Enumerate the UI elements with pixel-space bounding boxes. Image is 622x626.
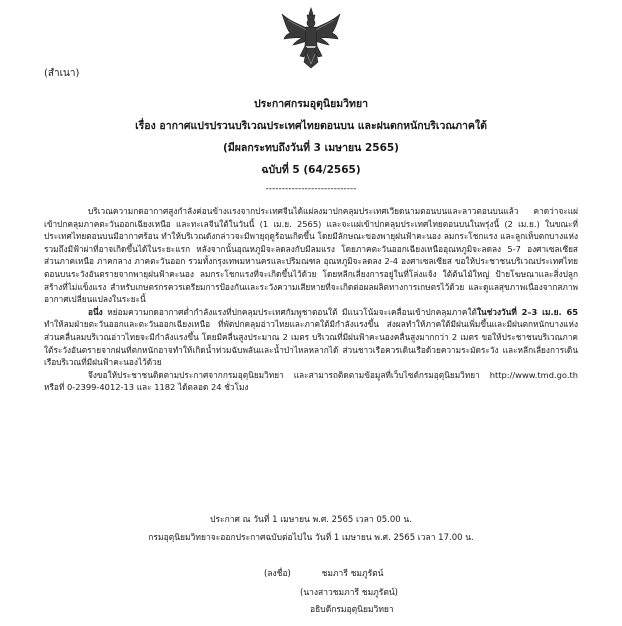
paragraph-2-date-range: ในช่วงวันที่ 2–3 เม.ย. 65 (476, 306, 578, 317)
paragraph-3-text-b: หรือที่ 0-2399-4012-13 และ 1182 ได้ตลอด 24 ชั่วโมง (44, 382, 249, 393)
garuda-emblem-icon (280, 6, 342, 70)
body-paragraph-2 (44, 306, 578, 369)
announcement-body (44, 205, 578, 394)
signatory-full-name: (นางสาวชมภารี ชมภูรัตน์) (300, 588, 398, 598)
signature-prefix: (ลงชื่อ) (264, 569, 291, 579)
signatory-position: อธิบดีกรมอุตุนิยมวิทยา (310, 605, 394, 615)
paragraph-2-text-b: ทำให้ลมฝ่ายตะวันออกและตะวันออกเฉียงเหนือ ที่พัดปกคลุมอ่าวไทยและภาคใต้มีกำลังแรงขึ้น ส่งผลทำให้ภาคใต้มีฝนเพิ่มขึ้นและมีฝนตกหนักบางแห่ง ส่วนคลื่นลมบริเวณอ่าวไทยจะมีกำลังแรงขึ้น โดยมีคลื่นสูงประมาณ 2 เมตร บริเวณที่มีฝนฟ้าคะนองคลื่นสูงมากกว่า 2 เมตร ขอให้ประชาชนบริเวณภาคใต้ระวังอันตรายจากฝนที่ตกหนักอาจทำให้เกิดน้ำท่วมฉับพลันและน้ำป่าไหลหลากได้ ส่วนชาวเรือควรเดินเรือด้วยความระมัดระวัง และหลีกเลี่ยงการเดินเรือบริเวณที่มีฝนฟ้าคะนองไว้ด้วย (44, 319, 578, 368)
announcement-effective-date: (มีผลกระทบถึงวันที่ 3 เมษายน 2565) (223, 142, 399, 154)
announcement-title: ประกาศกรมอุตุนิยมวิทยา (253, 98, 369, 110)
announcement-issue-number: ฉบับที่ 5 (64/2565) (261, 164, 361, 176)
paragraph-3-text-a: จึงขอให้ประชาชนติดตามประกาศจากกรมอุตุนิยมวิทยา และสามารถติดตามข้อมูลที่เว็บไซต์กรมอุตุนิยมวิทยา (88, 369, 490, 380)
announcement-subject: เรื่อง อากาศแปรปรวนบริเวณประเทศไทยตอนบน และฝนตกหนักบริเวณภาคใต้ (135, 120, 487, 132)
body-paragraph-3 (44, 369, 578, 394)
issued-datetime: ประกาศ ณ วันที่ 1 เมษายน พ.ศ. 2565 เวลา 05.00 น. (210, 515, 412, 525)
paragraph-2-text-a: หย่อมความกดอากาศต่ำกำลังแรงที่ปกคลุมประเทศกัมพูชาตอนใต้ มีแนวโน้มจะเคลื่อนเข้าปกคลุมภาคใต้ (102, 306, 477, 317)
next-issue-datetime: กรมอุตุนิยมวิทยาจะออกประกาศฉบับต่อไปใน วันที่ 1 เมษายน พ.ศ. 2565 เวลา 17.00 น. (148, 533, 474, 543)
body-paragraph-1: บริเวณความกดอากาศสูงกำลังค่อนข้างแรงจากประเทศจีนได้แผ่ลงมาปกคลุมประเทศเวียดนามตอนบนและลาวตอนบนแล้ว คาดว่าจะแผ่เข้าปกคลุมภาคตะวันออกเฉียงเหนือ และทะเลจีนใต้ในวันนี้ (1 เม.ย. 2565) และจะแผ่เข้าปกคลุมประเทศไทยตอนบนในพรุ่งนี้ (2 เม.ย.) ในขณะที่ประเทศไทยตอนบนมีอากาศร้อน ทำให้บริเวณดังกล่าวจะมีพายุฤดูร้อนเกิดขึ้น โดยมีลักษณะของพายุฝนฟ้าคะนอง ลมกระโชกแรง และลูกเห็บตกบางแห่งรวมถึงมีฟ้าผ่าที่อาจเกิดขึ้นได้ในระยะแรก หลังจากนั้นอุณหภูมิจะลดลงกับมีลมแรง โดยภาคตะวันออกเฉียงเหนืออุณหภูมิจะลดลง 5-7 องศาเซลเซียส ส่วนภาคเหนือ ภาคกลาง ภาคตะวันออก รวมทั้งกรุงเทพมหานครและปริมณฑล อุณหภูมิจะลดลง 2-4 องศาเซลเซียส ขอให้ประชาชนบริเวณประเทศไทยตอนบนระวังอันตรายจากพายุฝนฟ้าคะนอง ลมกระโชกแรงที่จะเกิดขึ้นไว้ด้วย โดยหลีกเลี่ยงการอยู่ในที่โล่งแจ้ง ใต้ต้นไม้ใหญ่ ป้ายโฆษณาและสิ่งปลูกสร้างที่ไม่แข็งแรง สำหรับเกษตรกรควรเตรียมการป้องกันและระวังความเสียหายที่จะเกิดต่อผลผลิตทางการเกษตรไว้ด้วย และดูแลสุขภาพเนื่องจากสภาพอากาศเปลี่ยนแปลงในระยะนี้ (44, 206, 578, 305)
tmd-website-link[interactable]: http://www.tmd.go.th (489, 369, 578, 380)
signature-line (264, 568, 494, 580)
signature-name: ชมภารี ชมภูรัตน์ (321, 569, 384, 579)
header-divider: ---------------------------- (265, 184, 357, 194)
copy-label: (สำเนา) (44, 68, 80, 79)
paragraph-2-lead: อนึ่ง (88, 306, 103, 317)
